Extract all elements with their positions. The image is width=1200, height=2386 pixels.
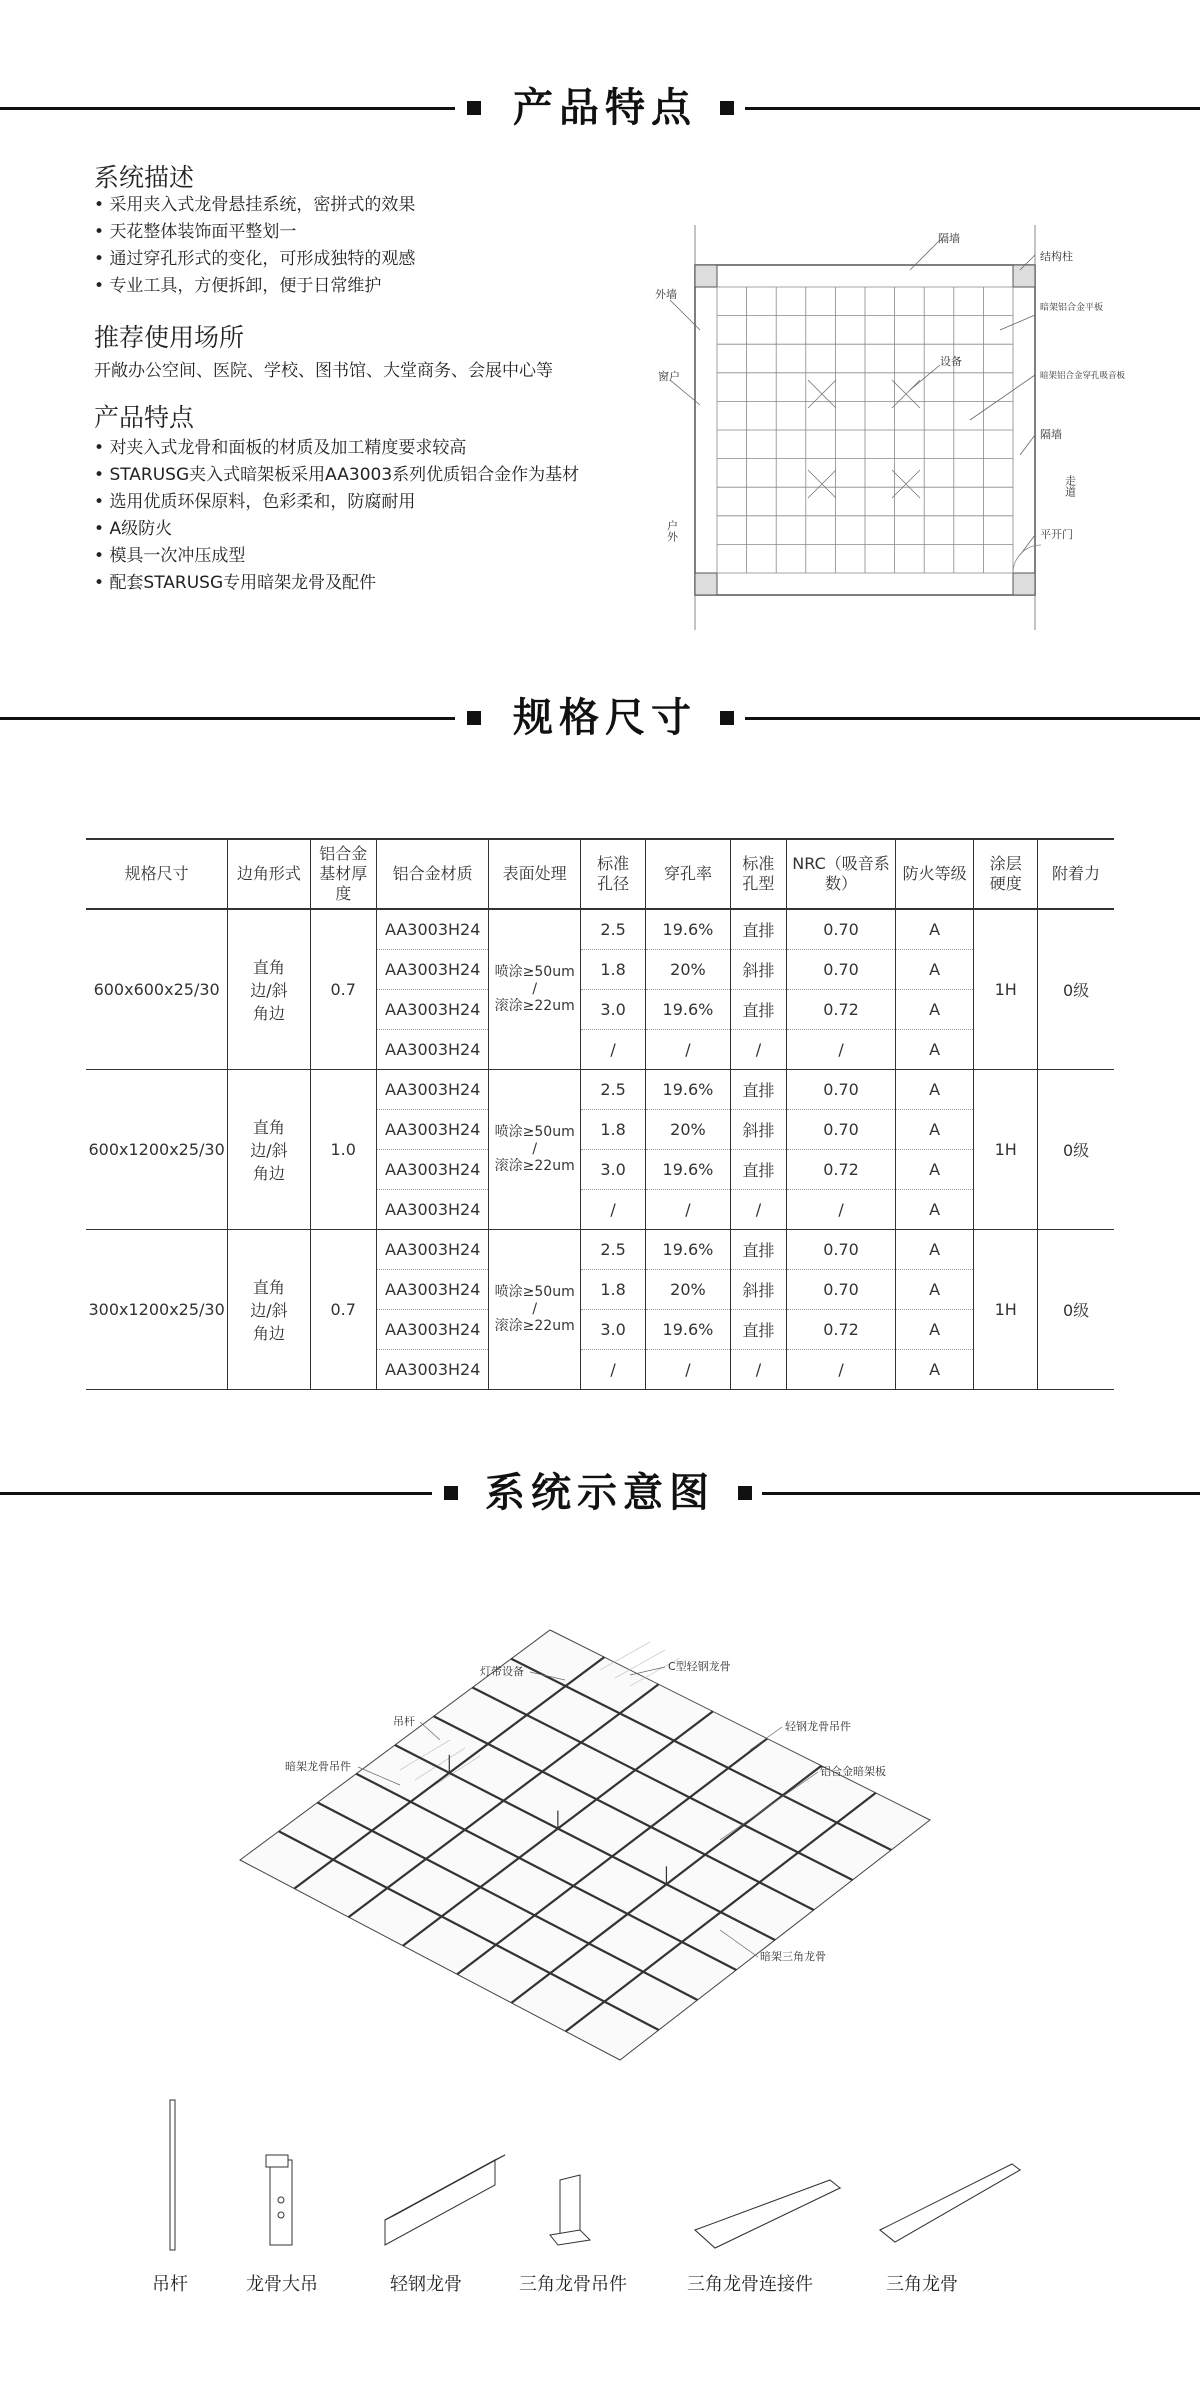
cell-rate: / (646, 1350, 730, 1390)
cell-size: 600x1200x25/30 (86, 1070, 228, 1230)
cell-material: AA3003H24 (376, 1230, 489, 1270)
cell-nrc: 0.70 (787, 1070, 895, 1110)
cell-hole: 3.0 (580, 1310, 645, 1350)
table-row (86, 1230, 1114, 1270)
cell-material: AA3003H24 (376, 1310, 489, 1350)
column-block (695, 573, 717, 595)
header-line-right (745, 717, 1200, 720)
product-heading: 产品特点 (94, 403, 195, 432)
triangle-keel-drawing (880, 2164, 1020, 2242)
header-square-left (467, 711, 481, 725)
label-panel-perf: 暗架铝合金穿孔吸音板 (1040, 371, 1126, 381)
section-header-system (0, 1463, 1200, 1523)
th-adhesion: 附着力 (1038, 839, 1114, 909)
light-steel-keel-drawing (385, 2155, 505, 2245)
cell-pattern: 直排 (730, 1150, 787, 1190)
surface-line: / (532, 1141, 538, 1157)
cell-thickness: 0.7 (310, 1230, 376, 1390)
header-line-right (762, 1492, 1200, 1495)
th-rate: 穿孔率 (646, 839, 730, 909)
component-label-triangle-keel-hanger: 三角龙骨吊件 (519, 2274, 627, 2295)
label-panel: 铝合金暗架板 (820, 1765, 886, 1778)
th-size: 规格尺寸 (86, 839, 228, 909)
table-row (86, 909, 1114, 950)
label-panel-flat: 暗架铝合金平板 (1040, 303, 1104, 313)
cell-rate: 19.6% (646, 1150, 730, 1190)
cell-surface (489, 909, 580, 1070)
cell-hole: 2.5 (580, 909, 645, 950)
label-light-keel-hanger: 轻钢龙骨吊件 (785, 1720, 851, 1733)
product-list (94, 435, 579, 597)
label-corridor: 走道 (1063, 475, 1077, 497)
cell-hole: 1.8 (580, 1270, 645, 1310)
cell-pattern: 直排 (730, 990, 787, 1030)
cell-hardness: 1H (974, 909, 1038, 1070)
cell-hole: 3.0 (580, 1150, 645, 1190)
column-block (695, 265, 717, 287)
cell-hole: 1.8 (580, 950, 645, 990)
system-diagram (240, 1630, 980, 2070)
cell-pattern: 直排 (730, 1230, 787, 1270)
cell-material: AA3003H24 (376, 1110, 489, 1150)
cell-rate: 19.6% (646, 1070, 730, 1110)
th-surface: 表面处理 (489, 839, 580, 909)
ceiling-panel-plane (240, 1630, 930, 2060)
cell-material: AA3003H24 (376, 1350, 489, 1390)
cell-hole: / (580, 1350, 645, 1390)
section-title: 系统示意图 (485, 1470, 715, 1516)
header-line-left (0, 107, 455, 110)
cell-fire: A (895, 1350, 974, 1390)
section-header-features (0, 78, 1200, 138)
list-item: • 配套STARUSG专用暗架龙骨及配件 (94, 570, 579, 597)
th-hardness: 涂层硬度 (974, 839, 1038, 909)
cell-pattern: / (730, 1030, 787, 1070)
cell-fire: A (895, 1190, 974, 1230)
cell-hole: / (580, 1190, 645, 1230)
column-block (1013, 265, 1035, 287)
list-item: • 选用优质环保原料，色彩柔和，防腐耐用 (94, 489, 579, 516)
surface-line: / (532, 1301, 538, 1317)
cell-fire: A (895, 1070, 974, 1110)
cell-hole: 1.8 (580, 1110, 645, 1150)
surface-line: / (532, 981, 538, 997)
cell-nrc: 0.70 (787, 1270, 895, 1310)
cell-nrc: / (787, 1350, 895, 1390)
label-outer-wall: 外墙 (655, 288, 677, 301)
component-label-rod: 吊杆 (152, 2274, 188, 2295)
cell-surface (489, 1230, 580, 1390)
th-hole: 标准孔径 (580, 839, 645, 909)
header-line-right (745, 107, 1200, 110)
cell-rate: 20% (646, 1110, 730, 1150)
cell-fire: A (895, 990, 974, 1030)
cell-pattern: 斜排 (730, 950, 787, 990)
cell-fire: A (895, 1150, 974, 1190)
table-header-row (86, 839, 1114, 909)
cell-edge: 直角边/斜角边 (228, 1070, 310, 1230)
component-label-triangle-keel: 三角龙骨 (886, 2274, 958, 2295)
cell-rate: / (646, 1190, 730, 1230)
cell-material: AA3003H24 (376, 950, 489, 990)
header-square-right (720, 711, 734, 725)
cell-hardness: 1H (974, 1070, 1038, 1230)
cell-nrc: / (787, 1190, 895, 1230)
cell-pattern: 直排 (730, 1070, 787, 1110)
usage-text: 开敞办公空间、医院、学校、图书馆、大堂商务、会展中心等 (94, 361, 553, 381)
surface-line: 喷涂≥50um (494, 964, 575, 980)
cell-nrc: 0.70 (787, 1230, 895, 1270)
cell-nrc: 0.70 (787, 1110, 895, 1150)
th-pattern: 标准孔型 (730, 839, 787, 909)
header-square-left (444, 1486, 458, 1500)
table-row (86, 1070, 1114, 1110)
th-fire: 防火等级 (895, 839, 974, 909)
cell-pattern: / (730, 1350, 787, 1390)
cell-fire: A (895, 1270, 974, 1310)
cell-fire: A (895, 1310, 974, 1350)
label-partition-top: 隔墙 (938, 232, 960, 245)
label-equipment: 设备 (940, 355, 962, 368)
cell-material: AA3003H24 (376, 1270, 489, 1310)
cell-nrc: / (787, 1030, 895, 1070)
cell-thickness: 1.0 (310, 1070, 376, 1230)
cell-size: 300x1200x25/30 (86, 1230, 228, 1390)
label-c-keel: C型轻钢龙骨 (668, 1660, 731, 1673)
label-triangle-keel: 暗架三角龙骨 (760, 1950, 826, 1963)
cell-rate: 20% (646, 1270, 730, 1310)
column-block (1013, 573, 1035, 595)
surface-line: 滚涂≥22um (494, 1318, 575, 1334)
cell-pattern: 直排 (730, 1310, 787, 1350)
cell-size: 600x600x25/30 (86, 909, 228, 1070)
cell-nrc: 0.72 (787, 990, 895, 1030)
ceiling-grid (717, 287, 1013, 573)
floorplan-diagram (640, 220, 1126, 640)
triangle-keel-hanger-drawing (550, 2175, 590, 2245)
header-line-left (0, 1492, 432, 1495)
cell-rate: 20% (646, 950, 730, 990)
cell-edge: 直角边/斜角边 (228, 909, 310, 1070)
cell-rate: / (646, 1030, 730, 1070)
label-partition-right: 隔墙 (1040, 428, 1062, 441)
section-header-spec (0, 688, 1200, 748)
cell-rate: 19.6% (646, 909, 730, 950)
section-title: 规格尺寸 (513, 695, 697, 741)
cell-fire: A (895, 1110, 974, 1150)
cell-nrc: 0.70 (787, 909, 895, 950)
label-light-equipment: 灯带设备 (480, 1665, 524, 1678)
component-label-triangle-keel-connector: 三角龙骨连接件 (687, 2274, 813, 2295)
main-hanger-drawing (266, 2155, 292, 2245)
list-item: • 模具一次冲压成型 (94, 543, 579, 570)
system-desc-heading: 系统描述 (94, 163, 195, 192)
cell-rate: 19.6% (646, 1230, 730, 1270)
th-material: 铝合金材质 (376, 839, 489, 909)
cell-rate: 19.6% (646, 990, 730, 1030)
rod-drawing (170, 2100, 175, 2250)
cell-material: AA3003H24 (376, 1030, 489, 1070)
cell-thickness: 0.7 (310, 909, 376, 1070)
components-drawings (140, 2100, 1040, 2260)
cell-hole: 2.5 (580, 1230, 645, 1270)
cell-edge: 直角边/斜角边 (228, 1230, 310, 1390)
surface-line: 喷涂≥50um (494, 1124, 575, 1140)
label-door: 平开门 (1040, 528, 1073, 541)
equipment-marks (808, 380, 920, 498)
header-square-right (738, 1486, 752, 1500)
list-item: • 采用夹入式龙骨悬挂系统，密拼式的效果 (94, 192, 415, 219)
usage-heading: 推荐使用场所 (94, 323, 245, 352)
label-concealed-keel-hanger: 暗架龙骨吊件 (285, 1760, 351, 1773)
cell-pattern: 斜排 (730, 1110, 787, 1150)
cell-hardness: 1H (974, 1230, 1038, 1390)
th-edge: 边角形式 (228, 839, 310, 909)
door-arc (1013, 545, 1041, 573)
component-label-main-hanger: 龙骨大吊 (246, 2274, 318, 2295)
cell-pattern: 直排 (730, 909, 787, 950)
cell-nrc: 0.70 (787, 950, 895, 990)
spec-table (86, 838, 1114, 1390)
cell-adhesion: 0级 (1038, 1070, 1114, 1230)
cell-rate: 19.6% (646, 1310, 730, 1350)
cell-fire: A (895, 950, 974, 990)
surface-line: 滚涂≥22um (494, 998, 575, 1014)
label-rod: 吊杆 (393, 1715, 415, 1728)
list-item: • A级防火 (94, 516, 579, 543)
th-nrc: NRC（吸音系数） (787, 839, 895, 909)
header-square-right (720, 101, 734, 115)
cell-hole: 2.5 (580, 1070, 645, 1110)
label-window: 窗户 (658, 370, 680, 383)
cell-fire: A (895, 1030, 974, 1070)
cell-material: AA3003H24 (376, 1190, 489, 1230)
cell-material: AA3003H24 (376, 909, 489, 950)
system-desc-list (94, 192, 415, 300)
cell-fire: A (895, 909, 974, 950)
surface-line: 喷涂≥50um (494, 1284, 575, 1300)
cell-nrc: 0.72 (787, 1310, 895, 1350)
list-item: • 天花整体装饰面平整划一 (94, 219, 415, 246)
cell-fire: A (895, 1230, 974, 1270)
surface-line: 滚涂≥22um (494, 1158, 575, 1174)
section-title: 产品特点 (513, 85, 697, 131)
cell-adhesion: 0级 (1038, 1230, 1114, 1390)
cell-hole: / (580, 1030, 645, 1070)
header-square-left (467, 101, 481, 115)
list-item: • 对夹入式龙骨和面板的材质及加工精度要求较高 (94, 435, 579, 462)
list-item: • STARUSG夹入式暗架板采用AA3003系列优质铝合金作为基材 (94, 462, 579, 489)
label-outdoor: 户外 (665, 520, 679, 542)
cell-material: AA3003H24 (376, 990, 489, 1030)
spec-table-body (86, 909, 1114, 1390)
th-thickness: 铝合金基材厚度 (310, 839, 376, 909)
cell-pattern: 斜排 (730, 1270, 787, 1310)
triangle-keel-connector-drawing (695, 2180, 840, 2248)
cell-material: AA3003H24 (376, 1150, 489, 1190)
cell-pattern: / (730, 1190, 787, 1230)
cell-surface (489, 1070, 580, 1230)
cell-hole: 3.0 (580, 990, 645, 1030)
cell-nrc: 0.72 (787, 1150, 895, 1190)
cell-material: AA3003H24 (376, 1070, 489, 1110)
list-item: • 专业工具，方便拆卸，便于日常维护 (94, 273, 415, 300)
cell-adhesion: 0级 (1038, 909, 1114, 1070)
label-column: 结构柱 (1040, 250, 1073, 263)
component-label-light-steel-keel: 轻钢龙骨 (390, 2274, 462, 2295)
list-item: • 通过穿孔形式的变化，可形成独特的观感 (94, 246, 415, 273)
header-line-left (0, 717, 455, 720)
